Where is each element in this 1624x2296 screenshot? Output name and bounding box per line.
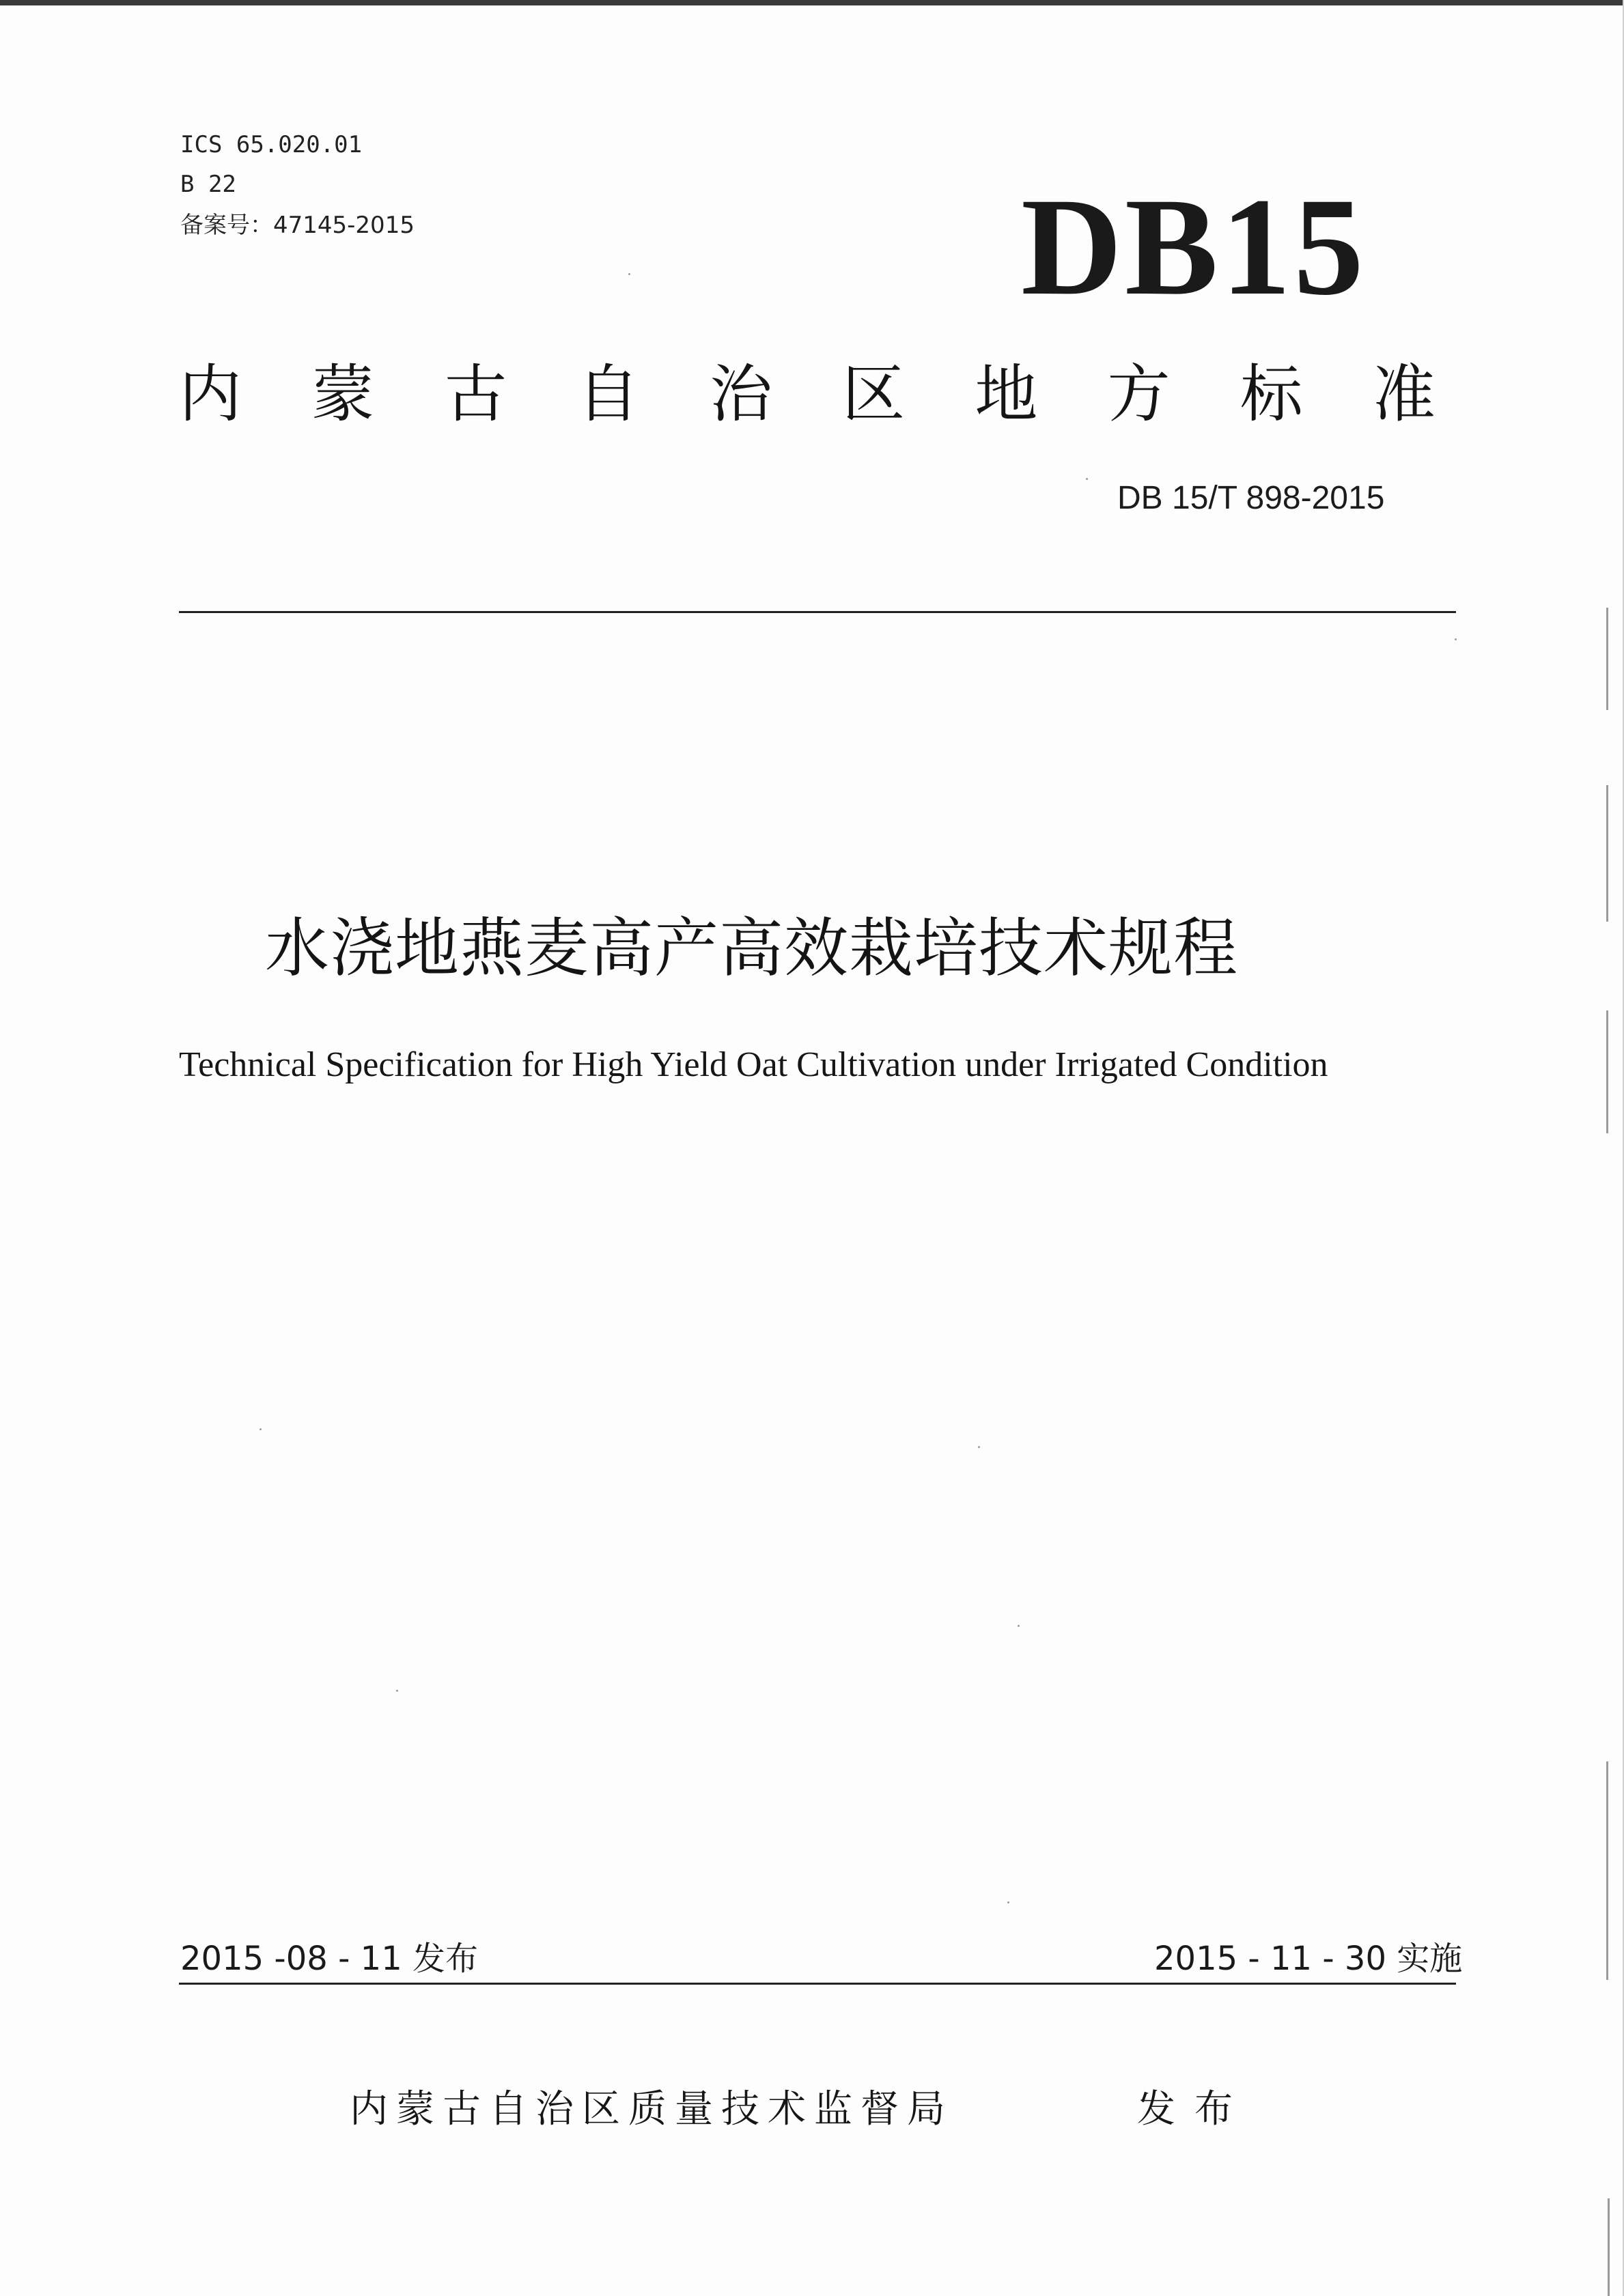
record-number: 备案号：47145-2015 [180, 212, 415, 239]
issue-date: 2015 -08 - 11 发布 [180, 1940, 478, 1978]
standard-type-char: 准 [1372, 358, 1436, 431]
scan-speck [1007, 1901, 1009, 1903]
standard-type-char: 方 [1107, 358, 1171, 431]
scan-speck [1455, 638, 1457, 640]
document-title-chinese: 水浇地燕麦高产高效栽培技术规程 [265, 911, 1239, 986]
standard-type-char: 古 [444, 358, 507, 431]
scan-streak [1606, 1010, 1608, 1133]
implementation-date: 2015 - 11 - 30 实施 [1154, 1940, 1463, 1978]
standard-code: DB 15/T 898-2015 [1117, 480, 1385, 516]
scan-top-edge [0, 0, 1624, 5]
scan-streak [1606, 1761, 1608, 1980]
db15-logo: DB15 [1021, 169, 1367, 324]
header-divider [179, 611, 1456, 613]
scan-streak [1606, 785, 1608, 922]
publish-label: 发布 [1137, 2087, 1252, 2131]
standard-type-char: 标 [1240, 358, 1303, 431]
scan-streak [1608, 2198, 1610, 2296]
ics-code: ICS 65.020.01 [180, 131, 363, 158]
standard-type-title [179, 354, 1436, 436]
standard-type-char: 区 [842, 358, 906, 431]
standard-type-char: 内 [179, 358, 242, 431]
ccs-code: B 22 [180, 171, 236, 198]
scan-streak [1606, 608, 1608, 710]
scan-speck [978, 1446, 980, 1448]
scan-speck [396, 1690, 398, 1692]
scan-speck [1086, 478, 1088, 480]
issuing-authority: 内蒙古自治区质量技术监督局 [350, 2087, 953, 2131]
standard-type-char: 地 [975, 358, 1038, 431]
document-title-english: Technical Specification for High Yield Oat Cultivation under Irrigated Condition [179, 1045, 1328, 1084]
scan-speck [1018, 1625, 1020, 1627]
scan-speck [628, 273, 630, 275]
scan-speck [260, 1428, 262, 1430]
standard-type-char: 治 [709, 358, 772, 431]
date-divider [179, 1983, 1456, 1985]
standard-type-char: 自 [576, 358, 640, 431]
standard-type-char: 蒙 [311, 358, 375, 431]
